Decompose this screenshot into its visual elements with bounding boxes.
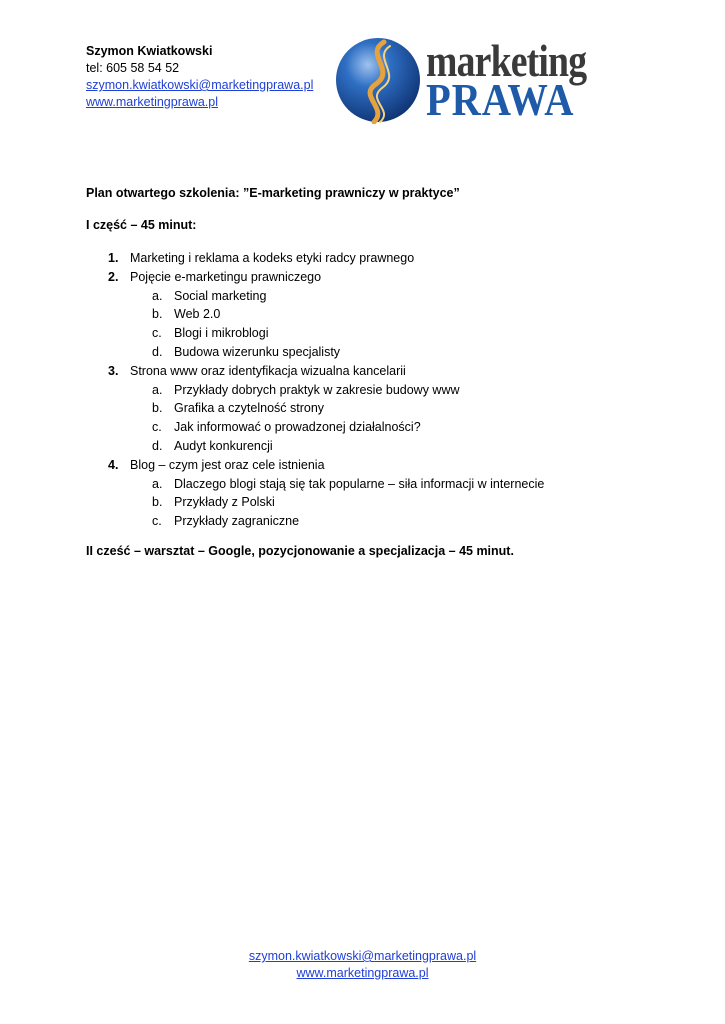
- author-name: Szymon Kwiatkowski: [86, 44, 213, 58]
- list-item-text: Strona www oraz identyfikacja wizualna kancelarii: [130, 363, 406, 378]
- sub-list-item: [86, 512, 646, 531]
- contact-footer: [0, 948, 725, 982]
- sub-list-letter: b.: [152, 401, 163, 416]
- sub-list-letter: c.: [152, 326, 162, 341]
- sub-list-letter: b.: [152, 495, 163, 510]
- part2-heading: II cześć – warsztat – Google, pozycjonowanie a specjalizacja – 45 minut.: [86, 544, 514, 558]
- sub-list-letter: a.: [152, 382, 163, 397]
- website-link[interactable]: www.marketingprawa.pl: [86, 95, 218, 109]
- phone-number: tel: 605 58 54 52: [86, 61, 180, 75]
- list-item: [86, 456, 646, 475]
- agenda-list: [86, 249, 646, 531]
- sub-list-letter: c.: [152, 514, 162, 529]
- sub-list-item: [86, 418, 646, 437]
- list-number: 1.: [108, 251, 119, 265]
- list-item: [86, 249, 646, 268]
- sub-list-letter: d.: [152, 438, 163, 453]
- sub-list-item-text: Jak informować o prowadzonej działalności?: [174, 420, 421, 435]
- list-number: 3.: [108, 363, 119, 378]
- sub-list-letter: b.: [152, 307, 163, 322]
- list-item: [86, 268, 646, 287]
- sub-list-item: [86, 305, 646, 324]
- sub-list-item: [86, 437, 646, 456]
- part1-heading: I część – 45 minut:: [86, 218, 197, 232]
- logo-word-marketing: marketing: [426, 35, 587, 86]
- list-item-text: Blog – czym jest oraz cele istnienia: [130, 457, 325, 472]
- sub-list-item-text: Blogi i mikroblogi: [174, 326, 269, 341]
- footer-email-link[interactable]: szymon.kwiatkowski@marketingprawa.pl: [248, 949, 477, 963]
- sub-list-item-text: Social marketing: [174, 288, 267, 303]
- sub-list-item-text: Audyt konkurencji: [174, 438, 273, 453]
- sub-list-item: [86, 343, 646, 362]
- sub-list-item-text: Budowa wizerunku specjalisty: [174, 344, 341, 359]
- list-number: 4.: [108, 457, 119, 472]
- marketing-prawa-logo: [334, 35, 587, 125]
- sub-list-item-text: Przykłady zagraniczne: [174, 514, 300, 529]
- sub-list-item-text: Przykłady z Polski: [174, 495, 275, 510]
- sub-list-item: [86, 324, 646, 343]
- sub-list-item: [86, 493, 646, 512]
- email-link[interactable]: szymon.kwiatkowski@marketingprawa.pl: [86, 78, 314, 92]
- list-item-text: Marketing i reklama a kodeks etyki radcy prawnego: [130, 251, 415, 265]
- contact-header: [86, 43, 313, 111]
- sub-list-letter: d.: [152, 344, 163, 359]
- logo-word-prawa: PRAWA: [426, 74, 575, 125]
- sub-list-item-text: Dlaczego blogi stają się tak popularne – siła informacji w internecie: [174, 476, 545, 491]
- sub-list-item-text: Web 2.0: [174, 307, 221, 322]
- sub-list-letter: a.: [152, 288, 163, 303]
- sub-list-item-text: Przykłady dobrych praktyk w zakresie budowy www: [174, 382, 460, 397]
- globe-swirl-icon: [334, 36, 424, 124]
- sub-list-item: [86, 381, 646, 400]
- list-number: 2.: [108, 269, 119, 284]
- sub-list-item: [86, 475, 646, 494]
- footer-website-link[interactable]: www.marketingprawa.pl: [296, 966, 429, 980]
- list-item: [86, 362, 646, 381]
- sub-list-item-text: Grafika a czytelność strony: [174, 401, 325, 416]
- list-item-text: Pojęcie e-marketingu prawniczego: [130, 269, 322, 284]
- sub-list-letter: c.: [152, 420, 162, 435]
- sub-list-item: [86, 287, 646, 306]
- sub-list-item: [86, 399, 646, 418]
- document-title: Plan otwartego szkolenia: ”E-marketing prawniczy w praktyce”: [86, 186, 460, 200]
- sub-list-letter: a.: [152, 476, 163, 491]
